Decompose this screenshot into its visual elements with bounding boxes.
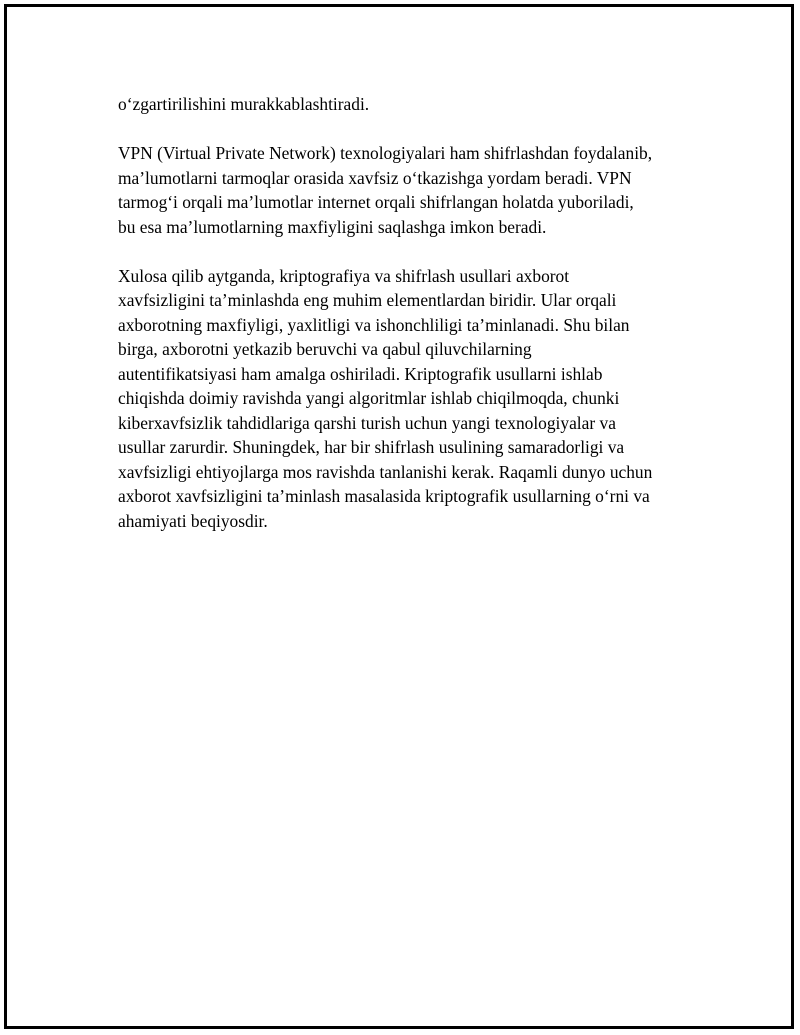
- text-line: birga, axborotni yetkazib beruvchi va qabul qiluvchilarning: [118, 339, 532, 359]
- text-line: tarmog‘i orqali ma’lumotlar internet orqali shifrlangan holatda yuboriladi,: [118, 192, 634, 212]
- text-line: ahamiyati beqiyosdir.: [118, 510, 268, 531]
- text-line: usullar zarurdir. Shuningdek, har bir shifrlash usulining samaradorligi va: [118, 437, 625, 457]
- text-line: o‘zgartirilishini murakkablashtiradi.: [118, 94, 370, 114]
- text-line: axborot xavfsizligini ta’minlash masalasida kriptografik usullarning o‘rni va: [118, 486, 650, 506]
- text-line: ma’lumotlarni tarmoqlar orasida xavfsiz o‘tkazishga yordam beradi. VPN: [118, 167, 632, 188]
- text-line: axborotning maxfiyligi, yaxlitligi va ishonchliligi ta’minlanadi. Shu bilan: [118, 314, 630, 335]
- paragraph-1: [118, 92, 698, 117]
- document-body: [118, 92, 698, 558]
- text-line: autentifikatsiyasi ham amalga oshiriladi. Kriptografik usullarni ishlab: [118, 363, 603, 384]
- text-line: kiberxavfsizlik tahdidlariga qarshi turish uchun yangi texnologiyalar va: [118, 412, 616, 433]
- text-line: bu esa ma’lumotlarning maxfiyligini saqlashga imkon beradi.: [118, 216, 547, 237]
- paragraph-2: [118, 141, 698, 239]
- text-line: VPN (Virtual Private Network) texnologiyalari ham shifrlashdan foydalanib,: [118, 143, 653, 163]
- text-line: xavfsizligini ta’minlashda eng muhim elementlardan biridir. Ular orqali: [118, 290, 617, 310]
- text-line: xavfsizligi ehtiyojlarga mos ravishda tanlanishi kerak. Raqamli dunyo uchun: [118, 461, 653, 482]
- text-line: Xulosa qilib aytganda, kriptografiya va shifrlash usullari axborot: [118, 265, 570, 286]
- text-line: chiqishda doimiy ravishda yangi algoritmlar ishlab chiqilmoqda, chunki: [118, 388, 620, 408]
- paragraph-3: [118, 264, 698, 534]
